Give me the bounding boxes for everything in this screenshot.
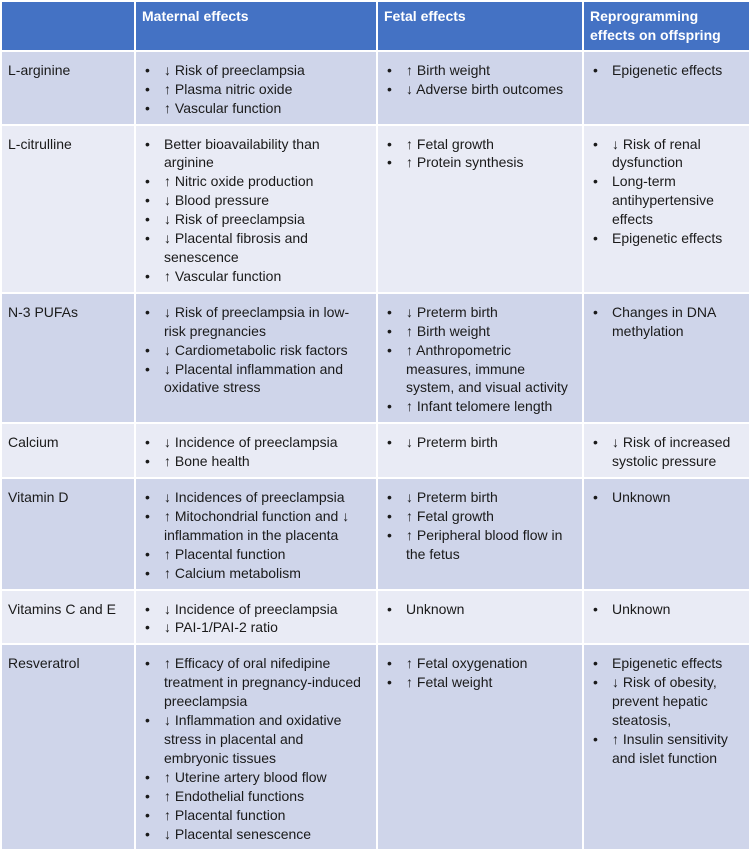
list-item: • Epigenetic effects [590,229,743,248]
row-supplement-name: Resveratrol [1,644,135,850]
maternal-effects-list [142,600,370,638]
list-item: • ↓ Incidence of preeclampsia [142,433,370,452]
list-item: • ↓ Cardiometabolic risk factors [142,341,370,360]
offspring-effects-cell [583,644,749,850]
list-item: • ↓ Incidence of preeclampsia [142,600,370,619]
maternal-effects-list [142,433,370,471]
list-item: • ↓ Inflammation and oxidative stress in placental and embryonic tissues [142,711,370,768]
offspring-effects-cell [583,478,749,590]
list-item: • ↓ Placental fibrosis and senescence [142,229,370,267]
list-item: • ↓ PAI-1/PAI-2 ratio [142,618,370,637]
list-item: • ↓ Risk of increased systolic pressure [590,433,743,471]
maternal-effects-list [142,488,370,583]
fetal-effects-list [384,61,576,99]
list-item: • ↑ Birth weight [384,322,576,341]
table-row [1,590,749,645]
row-supplement-name: Calcium [1,423,135,478]
header-fetal-effects: Fetal effects [377,1,583,51]
list-item: • ↑ Vascular function [142,99,370,118]
list-item: • Epigenetic effects [590,654,743,673]
list-item: • ↓ Incidences of preeclampsia [142,488,370,507]
maternal-effects-cell [135,293,377,423]
list-item: • ↓ Preterm birth [384,433,576,452]
list-item: • Unknown [590,488,743,507]
list-item: • ↓ Preterm birth [384,303,576,322]
maternal-effects-list [142,654,370,843]
table-row [1,125,749,293]
offspring-effects-list [590,488,743,507]
table-row [1,51,749,125]
list-item: • ↑ Protein synthesis [384,153,576,172]
list-item: • ↑ Fetal growth [384,135,576,154]
list-item: • ↑ Insulin sensitivity and islet function [590,730,743,768]
offspring-effects-list [590,600,743,619]
table-body [1,51,749,851]
list-item: • Changes in DNA methylation [590,303,743,341]
fetal-effects-cell [377,590,583,645]
offspring-effects-cell [583,51,749,125]
row-supplement-name: Vitamins C and E [1,590,135,645]
table-row [1,423,749,478]
list-item: • ↑ Efficacy of oral nifedipine treatment in pregnancy-induced preeclampsia [142,654,370,711]
list-item: • Long-term antihypertensive effects [590,172,743,229]
list-item: • ↑ Bone health [142,452,370,471]
list-item: • ↑ Fetal weight [384,673,576,692]
fetal-effects-cell [377,423,583,478]
offspring-effects-cell [583,125,749,293]
table-row [1,293,749,423]
list-item: • ↑ Peripheral blood flow in the fetus [384,526,576,564]
offspring-effects-cell [583,293,749,423]
header-maternal-effects: Maternal effects [135,1,377,51]
maternal-effects-list [142,135,370,286]
fetal-effects-cell [377,293,583,423]
maternal-effects-list [142,303,370,398]
list-item: • ↓ Risk of renal dysfunction [590,135,743,173]
fetal-effects-list [384,488,576,564]
list-item: • ↓ Risk of preeclampsia [142,210,370,229]
offspring-effects-list [590,303,743,341]
list-item: • Unknown [590,600,743,619]
list-item: • ↓ Placental senescence [142,825,370,844]
fetal-effects-list [384,303,576,416]
offspring-effects-list [590,61,743,80]
fetal-effects-cell [377,51,583,125]
header-row [1,1,749,51]
table-row [1,478,749,590]
maternal-effects-cell [135,478,377,590]
row-supplement-name: L-arginine [1,51,135,125]
list-item: • ↑ Uterine artery blood flow [142,768,370,787]
list-item: • ↓ Blood pressure [142,191,370,210]
list-item: • Epigenetic effects [590,61,743,80]
list-item: • ↓ Risk of preeclampsia [142,61,370,80]
list-item: • ↓ Placental inflammation and oxidative stress [142,360,370,398]
offspring-effects-list [590,433,743,471]
maternal-effects-cell [135,125,377,293]
list-item: • ↑ Calcium metabolism [142,564,370,583]
row-supplement-name: Vitamin D [1,478,135,590]
table-row [1,644,749,850]
offspring-effects-list [590,654,743,767]
list-item: • ↓ Preterm birth [384,488,576,507]
row-supplement-name: L-citrulline [1,125,135,293]
list-item: • ↑ Anthropometric measures, immune system, and visual activity [384,341,576,398]
fetal-effects-list [384,654,576,692]
maternal-effects-cell [135,423,377,478]
list-item: • ↓ Risk of obesity, prevent hepatic steatosis, [590,673,743,730]
offspring-effects-cell [583,590,749,645]
list-item: • ↓ Risk of preeclampsia in low-risk pregnancies [142,303,370,341]
list-item: • ↑ Mitochondrial function and ↓ inflammation in the placenta [142,507,370,545]
list-item: • Better bioavailability than arginine [142,135,370,173]
list-item: • ↑ Placental function [142,806,370,825]
fetal-effects-cell [377,125,583,293]
fetal-effects-cell [377,478,583,590]
maternal-effects-cell [135,590,377,645]
fetal-effects-list [384,433,576,452]
fetal-effects-cell [377,644,583,850]
maternal-effects-list [142,61,370,118]
list-item: • ↑ Fetal growth [384,507,576,526]
offspring-effects-cell [583,423,749,478]
list-item: • ↑ Endothelial functions [142,787,370,806]
list-item: • ↑ Vascular function [142,267,370,286]
header-reprogramming-effects: Reprogramming effects on offspring [583,1,749,51]
row-supplement-name: N-3 PUFAs [1,293,135,423]
offspring-effects-list [590,135,743,248]
maternal-effects-cell [135,51,377,125]
list-item: • ↑ Fetal oxygenation [384,654,576,673]
list-item: • ↑ Placental function [142,545,370,564]
list-item: • ↑ Birth weight [384,61,576,80]
maternal-effects-cell [135,644,377,850]
list-item: • ↑ Nitric oxide production [142,172,370,191]
list-item: • ↑ Plasma nitric oxide [142,80,370,99]
fetal-effects-list [384,600,576,619]
list-item: • ↓ Adverse birth outcomes [384,80,576,99]
fetal-effects-list [384,135,576,173]
header-empty [1,1,135,51]
list-item: • ↑ Infant telomere length [384,397,576,416]
list-item: • Unknown [384,600,576,619]
